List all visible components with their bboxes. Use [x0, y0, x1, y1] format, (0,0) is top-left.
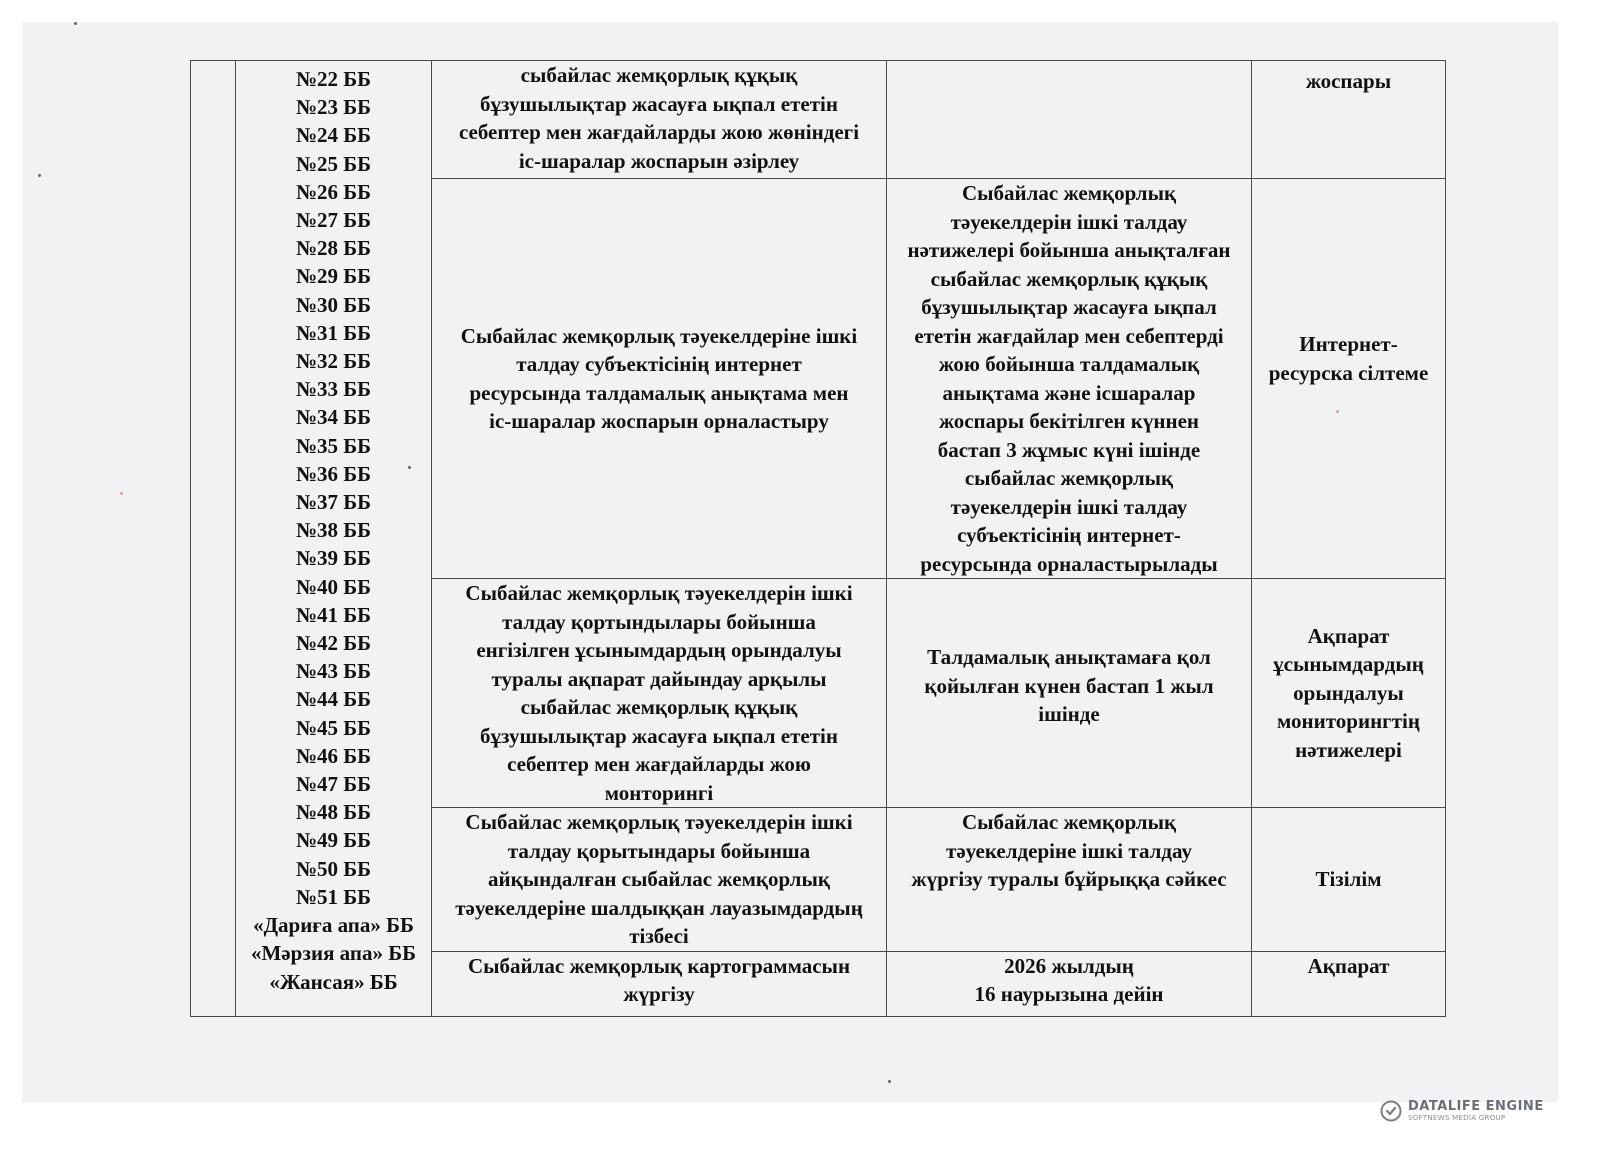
scan-speck — [120, 492, 123, 495]
organization-label: №39 ББ — [295, 546, 372, 571]
measure-text — [434, 61, 884, 175]
deadline-line: сыбайлас жемқорлық құқық — [930, 266, 1208, 291]
measure-cell — [432, 61, 887, 179]
deadline-line: нәтижелері бойынша анықталған — [907, 238, 1231, 262]
deadline-line: ішінде — [1038, 702, 1100, 727]
measure-text — [434, 579, 884, 807]
deadline-line: қойылған күнен бастап 1 жыл — [924, 673, 1214, 698]
organization-label: №36 ББ — [295, 461, 372, 486]
deadline-cell — [887, 951, 1252, 1016]
organization-label: №22 ББ — [295, 67, 372, 91]
form-line: ұсынымдардың — [1273, 652, 1424, 677]
organization-label: №48 ББ — [295, 800, 372, 825]
measure-line: себептер мен жағдайларды жою жөніндегі — [458, 120, 860, 144]
measure-line: себептер мен жағдайларды жою — [507, 752, 811, 776]
scan-speck — [74, 22, 77, 25]
organization-label: «Дариға апа» ББ — [253, 913, 414, 938]
scan-speck — [888, 1080, 891, 1083]
organization-label: №47 ББ — [295, 772, 372, 797]
scan-speck — [38, 174, 41, 177]
deadline-line: 2026 жылдың — [1004, 953, 1134, 978]
measure-line: сыбайлас жемқорлық құқық — [520, 695, 798, 719]
organization-label: №26 ББ — [295, 179, 372, 204]
measure-cell — [432, 951, 887, 1016]
measure-line: Сыбайлас жемқорлық тәуекелдерін ішкі — [465, 810, 853, 834]
organization-label: №49 ББ — [295, 828, 372, 853]
deadline-line: Сыбайлас жемқорлық — [961, 181, 1177, 205]
organization-label: №37 ББ — [295, 490, 372, 515]
measure-line: талдау субъектісінің интернет — [516, 352, 802, 376]
organization-label: №51 ББ — [295, 884, 372, 909]
deadline-text — [889, 952, 1249, 1009]
organization-label: №35 ББ — [295, 433, 372, 458]
organization-label: №34 ББ — [295, 405, 372, 430]
organization-label: «Мәрзия апа» ББ — [250, 941, 417, 966]
measure-cell — [432, 808, 887, 952]
form-line: Интернет- — [1299, 332, 1398, 356]
measure-line: Сыбайлас жемқорлық тәуекелдеріне ішкі — [460, 323, 858, 348]
deadline-text — [889, 643, 1249, 743]
deadline-text — [889, 808, 1249, 894]
deadline-line: жүргізу туралы бұйрыққа сәйкес — [911, 867, 1227, 891]
deadline-line: сыбайлас жемқорлық — [964, 466, 1174, 490]
datalife-logo-icon — [1380, 1100, 1402, 1122]
form-line: мониторингтің — [1277, 709, 1420, 734]
form-text — [1254, 865, 1443, 894]
organizations-list-cell — [236, 61, 432, 1017]
organization-label: «Жансая» ББ — [269, 969, 398, 994]
organization-label: №46 ББ — [295, 743, 372, 768]
deadline-line: ресурсында орналастырылады — [920, 551, 1218, 576]
deadline-cell — [887, 179, 1252, 579]
measure-line: бұзушылықтар жасауға ықпал ететін — [480, 91, 838, 116]
deadline-line: ететін жағдайлар мен себептерді — [914, 323, 1224, 348]
form-cell — [1252, 179, 1446, 579]
measure-line: тәуекелдеріне шалдыққан лауазымдардың — [455, 895, 863, 920]
measure-line: Сыбайлас жемқорлық картограммасын — [467, 953, 851, 978]
deadline-line: 16 наурызына дейін — [974, 982, 1164, 1006]
measure-text — [434, 808, 884, 951]
organization-label: №28 ББ — [295, 236, 372, 261]
watermark-title: DATALIFE ENGINE — [1408, 1099, 1544, 1114]
deadline-line: субъектісінің интернет- — [957, 523, 1181, 547]
deadline-line: тәуекелдерін ішкі талдау — [950, 209, 1188, 234]
index-column-cell — [191, 61, 236, 1017]
deadline-cell — [887, 61, 1252, 179]
organization-label: №24 ББ — [295, 123, 372, 148]
deadline-line: анықтама және ісшаралар — [942, 380, 1196, 405]
measure-line: сыбайлас жемқорлық құқық — [520, 63, 798, 87]
organization-label: №43 ББ — [295, 659, 372, 684]
deadline-line: тәуекелдерін ішкі талдау — [950, 494, 1188, 519]
measure-line: талдау қорытындары бойынша — [507, 838, 811, 863]
deadline-line: бастап 3 жұмыс күні ішінде — [937, 437, 1201, 462]
organization-label: №29 ББ — [295, 264, 372, 289]
deadline-cell — [887, 579, 1252, 808]
deadline-line: тәуекелдеріне ішкі талдау — [946, 838, 1192, 863]
form-line: Тізілім — [1315, 867, 1382, 891]
organization-label: №33 ББ — [295, 377, 372, 402]
organization-label: №23 ББ — [295, 95, 372, 120]
organization-label: №38 ББ — [295, 518, 372, 543]
form-line: Ақпарат — [1307, 953, 1390, 978]
measure-cell — [432, 179, 887, 579]
form-cell — [1252, 808, 1446, 952]
measure-line: іс-шаралар жоспарын әзірлеу — [518, 148, 800, 173]
form-cell — [1252, 579, 1446, 808]
organization-label: №40 ББ — [295, 574, 372, 599]
organization-label: №30 ББ — [295, 292, 372, 317]
deadline-line: Талдамалық анықтамаға қол — [927, 645, 1211, 670]
form-line: Ақпарат — [1307, 623, 1390, 648]
action-plan-table — [190, 60, 1446, 1017]
organization-label: №32 ББ — [295, 349, 372, 374]
organization-label: №50 ББ — [295, 856, 372, 881]
form-text — [1254, 952, 1443, 981]
organizations-list — [238, 65, 429, 996]
organization-label: №45 ББ — [295, 715, 372, 740]
measure-line: туралы ақпарат дайындау арқылы — [491, 666, 827, 691]
form-line: ресурска сілтеме — [1268, 360, 1429, 385]
form-line: жоспары — [1305, 69, 1392, 93]
measure-line: ресурсында талдамалық анықтама мен — [469, 380, 849, 405]
organization-label: №31 ББ — [295, 320, 372, 345]
organization-label: №41 ББ — [295, 602, 372, 627]
deadline-line: Сыбайлас жемқорлық — [961, 810, 1177, 834]
deadline-line: жоспары бекітілген күннен — [938, 409, 1199, 433]
deadline-line: бұзушылықтар жасауға ықпал — [921, 295, 1217, 319]
organization-label: №42 ББ — [295, 631, 372, 656]
form-cell — [1252, 951, 1446, 1016]
organization-label: №27 ББ — [295, 208, 372, 233]
measure-line: бұзушылықтар жасауға ықпал ететін — [480, 723, 838, 748]
measure-line: Сыбайлас жемқорлық тәуекелдерін ішкі — [465, 581, 853, 605]
measure-text — [434, 322, 884, 436]
form-cell — [1252, 61, 1446, 179]
document-table-sheet — [190, 60, 1445, 1010]
organization-label: №44 ББ — [295, 687, 372, 712]
form-line: орындалуы — [1293, 680, 1404, 705]
form-text — [1254, 622, 1443, 765]
deadline-line: жою бойынша талдамалық — [938, 352, 1200, 376]
measure-line: іс-шаралар жоспарын орналастыру — [489, 409, 829, 433]
measure-text — [434, 952, 884, 1009]
measure-line: тізбесі — [629, 924, 689, 948]
organization-label: №25 ББ — [295, 151, 372, 176]
measure-line: монторингі — [604, 780, 714, 805]
deadline-text — [889, 179, 1249, 578]
measure-line: енгізілген ұсынымдардың орындалуы — [476, 638, 842, 662]
watermark-subtitle: SOFTNEWS MEDIA GROUP — [1408, 1114, 1506, 1122]
form-text — [1254, 330, 1443, 427]
datalife-engine-watermark — [1380, 1094, 1544, 1128]
form-text — [1254, 61, 1443, 96]
measure-line: айқындалған сыбайлас жемқорлық — [488, 867, 830, 891]
measure-cell — [432, 579, 887, 808]
form-line: нәтижелері — [1295, 737, 1402, 762]
deadline-cell — [887, 808, 1252, 952]
measure-line: жүргізу — [623, 982, 695, 1006]
measure-line: талдау қортындылары бойынша — [502, 609, 816, 634]
